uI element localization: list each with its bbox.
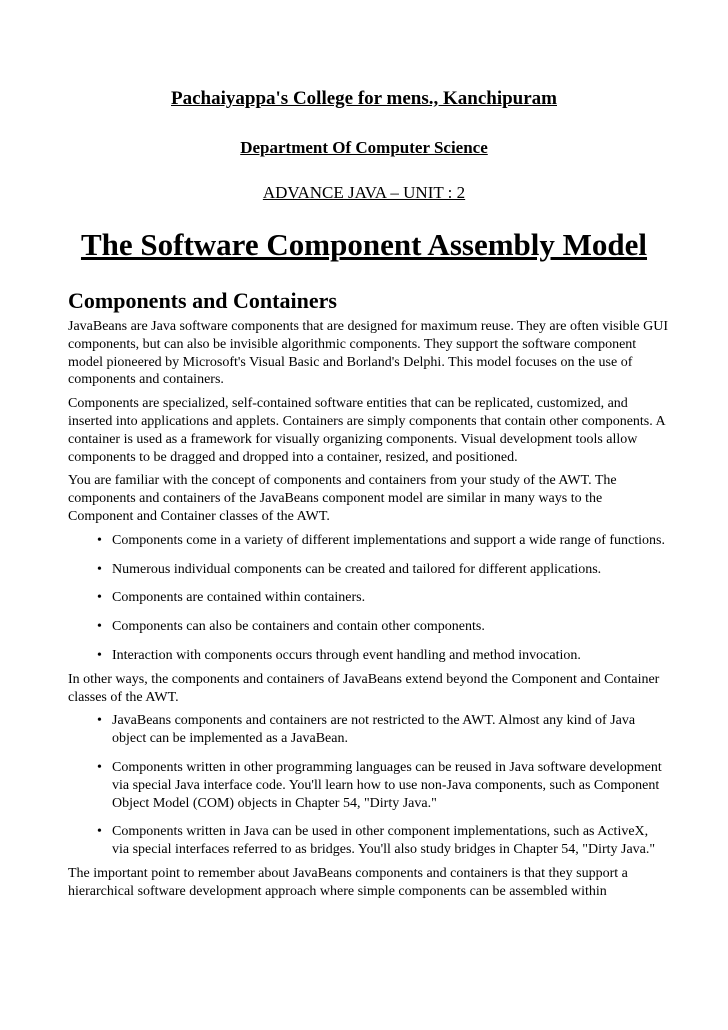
- bullet-icon: •: [97, 590, 102, 606]
- list-item: [97, 759, 668, 812]
- document-body: [68, 318, 668, 907]
- list-item: [97, 589, 668, 607]
- list-item: [97, 823, 668, 859]
- unit-label: ADVANCE JAVA – UNIT : 2: [262, 183, 466, 202]
- paragraph-4: In other ways, the components and containers of JavaBeans extend beyond the Component and Container classes of the AWT.: [68, 671, 660, 705]
- list-item-text: Components can also be containers and contain other components.: [112, 619, 485, 635]
- page-title: The Software Component Assembly Model: [80, 227, 648, 262]
- list-item: [97, 618, 668, 636]
- bullet-icon: •: [97, 532, 102, 548]
- bullet-list-1: [68, 532, 668, 665]
- list-item: [97, 712, 668, 748]
- bullet-icon: •: [97, 759, 102, 775]
- list-item-text: Components written in other programming languages can be reused in Java software development via special Java interface code. You'll learn how to use non-Java components, such as Component Object Model (COM) objects in Chapter 54, "Dirty Java.": [112, 759, 662, 811]
- paragraph-2: Components are specialized, self-contained software entities that can be replicated, customized, and inserted into applications and applets. Containers are simply components that contain other components. A container is used as a framework for visually organizing components. Visual development tools allow components to be dragged and dropped into a container, resized, and positioned.: [68, 396, 665, 465]
- list-item-text: Components are contained within containers.: [112, 590, 366, 606]
- bullet-icon: •: [97, 713, 102, 729]
- list-item-text: JavaBeans components and containers are not restricted to the AWT. Almost any kind of Java object can be implemented as a JavaBean.: [112, 713, 636, 747]
- section-heading: Components and Containers: [68, 288, 337, 313]
- bullet-icon: •: [97, 824, 102, 840]
- list-item-text: Components come in a variety of different implementations and support a wide range of functions.: [112, 532, 665, 548]
- list-item-text: Interaction with components occurs through event handling and method invocation.: [112, 647, 581, 663]
- list-item: [97, 532, 668, 550]
- list-item-text: Numerous individual components can be created and tailored for different applications.: [112, 561, 602, 577]
- paragraph-1: JavaBeans are Java software components that are designed for maximum reuse. They are often visible GUI components, but can also be invisible algorithmic components. They support the software component model pioneered by Microsoft's Visual Basic and Borland's Delphi. This model focuses on the use of components and containers.: [68, 319, 668, 388]
- list-item-text: Components written in Java can be used in other component implementations, such as ActiveX, via special interfaces referred to as bridges. You'll also study bridges in Chapter 54, "Dirty Java.": [112, 824, 656, 858]
- college-name: Pachaiyappa's College for mens., Kanchipuram: [171, 88, 557, 109]
- list-item: [97, 561, 668, 579]
- bullet-list-2: [68, 712, 668, 859]
- list-item: [97, 647, 668, 665]
- bullet-icon: •: [97, 619, 102, 635]
- department-name: Department Of Computer Science: [240, 138, 488, 157]
- bullet-icon: •: [97, 647, 102, 663]
- bullet-icon: •: [97, 561, 102, 577]
- paragraph-3: You are familiar with the concept of components and containers from your study of the AWT. The components and containers of the JavaBeans component model are similar in many ways to the Component and Container classes of the AWT.: [68, 473, 617, 524]
- paragraph-5: The important point to remember about JavaBeans components and containers is that they support a hierarchical software development approach where simple components can be assembled within: [68, 865, 628, 899]
